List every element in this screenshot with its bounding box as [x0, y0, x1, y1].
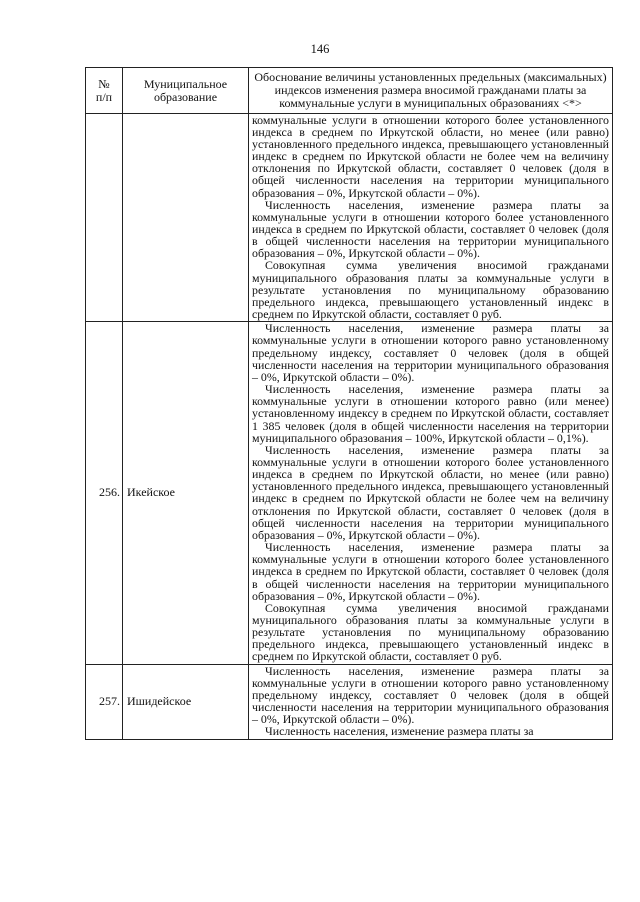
- municipality-name: [123, 113, 249, 322]
- header-municipality-text: Муниципальное образование: [143, 76, 228, 104]
- justification-paragraph: Численность населения, изменение размера платы за коммунальные услуги в отношении которого более установленного индекса в среднем по Иркутской области, составляет 0 человек (доля в общей численности населения на территории муниципального образования – 0%, Иркутской области – 0%).: [252, 540, 609, 603]
- municipality-name: Икейское: [123, 322, 249, 664]
- header-justification: [249, 68, 613, 114]
- table-row: [86, 322, 613, 664]
- justification-paragraph: Численность населения, изменение размера платы за коммунальные услуги в отношении которого равно установленному предельному индексу, составляет 0 человек (доля в общей численности населения на территории муниципального образования – 0%, Иркутской области – 0%).: [252, 663, 609, 727]
- row-number: 256.: [86, 322, 123, 664]
- justification-paragraph: Численность населения, изменение размера платы за коммунальные услуги в отношении которого более установленного индекса в среднем по Иркутской области, составляет 0 человек (доля в общей численности населения на территории муниципального образования – 0%, Иркутской области – 0%).: [252, 197, 609, 261]
- justification-paragraph: Численность населения, изменение размера платы за коммунальные услуги в отношении которого равно (или менее) установленному индексу в среднем по Иркутской области, составляет 1 385 человек (доля в общей численности населения на территории муниципального образования – 100%, Иркутской области – 0,1%).: [252, 382, 609, 445]
- municipality-name: Ишидейское: [123, 664, 249, 739]
- table-row: [86, 664, 613, 739]
- row-number: 257.: [86, 664, 123, 739]
- justification-cell: [249, 322, 613, 664]
- justification-cell: [249, 664, 613, 739]
- justification-paragraph: Совокупная сумма увеличения вносимой гражданами муниципального образования платы за коммунальные услуги в результате установления по муниципальному образованию предельного индекса, превышающего установленный индекс в среднем по Иркутской области, составляет 0 руб.: [252, 258, 609, 322]
- header-number: [86, 68, 123, 114]
- header-municipality: [123, 68, 249, 114]
- page-number: 146: [310, 42, 330, 56]
- justification-paragraph: коммунальные услуги в отношении которого более установленного индекса в среднем по Иркутской области, но менее (или равно) установленного предельного индекса, превышающего установленный индекс в среднем по Иркутской области не более чем на величину отклонения по Иркутской области, составляет 0 человек (доля в общей численности населения на территории муниципального образования – 0%, Иркутской области – 0%).: [252, 112, 609, 200]
- table-row: [86, 113, 613, 322]
- row-number: [86, 113, 123, 322]
- justification-paragraph: Совокупная сумма увеличения вносимой гражданами муниципального образования платы за коммунальные услуги в результате установления по муниципальному образованию предельного индекса, превышающего установленный индекс в среднем по Иркутской области, составляет 0 руб.: [252, 600, 609, 664]
- justification-table: [85, 67, 613, 740]
- justification-cell: [249, 113, 613, 322]
- justification-paragraph: Численность населения, изменение размера платы за коммунальные услуги в отношении которого равно установленному предельному индексу, составляет 0 человек (доля в общей численности населения на территории муниципального образования – 0%, Иркутской области – 0%).: [252, 321, 609, 384]
- table-header-row: [86, 68, 613, 114]
- justification-paragraph: Численность населения, изменение размера платы за: [265, 724, 534, 739]
- header-number-text: № п/п: [95, 76, 113, 104]
- justification-paragraph: Численность населения, изменение размера платы за коммунальные услуги в отношении которого более установленного индекса в среднем по Иркутской области, но менее (или равно) установленного предельного индекса, превышающего установленный индекс в среднем по Иркутской области не более чем на величину отклонения по Иркутской области, составляет 0 человек (доля в общей численности населения на территории муниципального образования – 0%, Иркутской области – 0%).: [252, 442, 609, 542]
- header-justification-text: Обоснование величины установленных предельных (максимальных) индексов изменения размера вносимой гражданами платы за коммунальные услуги в муниципальных образованиях <*>: [254, 70, 607, 111]
